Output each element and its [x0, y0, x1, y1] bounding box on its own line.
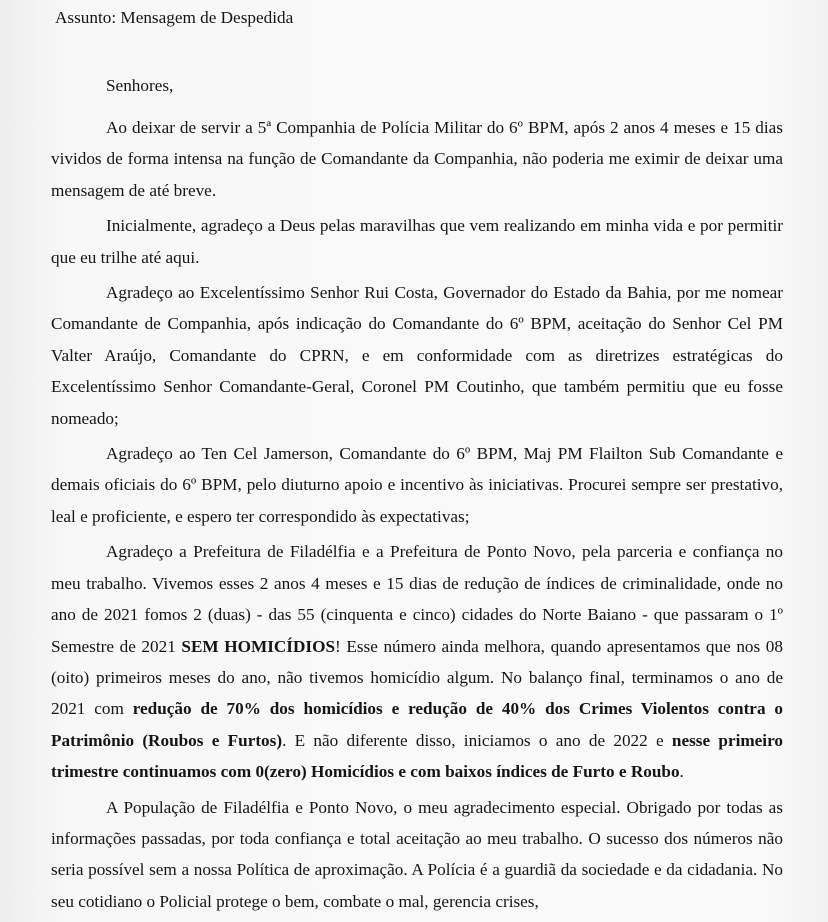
paragraph-farewell: Ao deixar de servir a 5ª Companhia de Polícia Militar do 6º BPM, após 2 anos 4 meses e 15 dias vividos de forma intensa na função de Comandante da Companhia, não poderia me eximir de deixar uma mensagem de até breve. [51, 118, 783, 200]
paragraph-thanks-god: Inicialmente, agradeço a Deus pelas maravilhas que vem realizando em minha vida e por permitir que eu trilhe até aqui. [51, 216, 783, 267]
paragraph-thanks-governor: Agradeço ao Excelentíssimo Senhor Rui Costa, Governador do Estado da Bahia, por me nomear Comandante de Companhia, após indicação do Comandante do 6º BPM, aceitação do Senhor Cel PM Valter Araújo, Comandante do CPRN, e em conformidade com as diretrizes estratégicas do Excelentíssimo Senhor Comandante-Geral, Coronel PM Coutinho, que também permitiu que eu fosse nomeado; [51, 283, 783, 428]
results-text-2: ! Esse número ainda melhora, quando apresentamos que nos 08 (oito) primeiros meses do ano, não tivemos homicídio algum. No balanço final, terminamos o ano de 2021 com [51, 636, 783, 719]
subject-line: Assunto: Mensagem de Despedida [55, 8, 294, 27]
results-bold-first-quarter: nesse primeiro trimestre continuamos com 0(zero) Homicídios e com baixos índices de Furto e Roubo [51, 730, 783, 782]
results-text-1: Agradeço a Prefeitura de Filadélfia e a Prefeitura de Ponto Novo, pela parceria e confiança no meu trabalho. Vivemos esses 2 anos 4 meses e 15 dias de redução de índices de criminalidade, onde no ano de 2021 fomos 2 (duas) - das 55 (cinquenta e cinco) cidades do Norte Baiano - que passaram o 1º Semestre de 2021 [51, 542, 783, 656]
paragraph-thanks-population: A População de Filadélfia e Ponto Novo, o meu agradecimento especial. Obrigado por todas as informações passadas, por toda confiança e total aceitação ao meu trabalho. O sucesso dos números não seria possível sem a nossa Política de aproximação. A Polícia é a guardiã da sociedade e da cidadania. No seu cotidiano o Policial protege o bem, combate o mal, gerencia crises, [51, 797, 783, 911]
results-bold-no-homicides: SEM HOMICÍDIOS [181, 636, 336, 656]
letter-body [51, 112, 783, 921]
paragraph-thanks-battalion: Agradeço ao Ten Cel Jamerson, Comandante do 6º BPM, Maj PM Flailton Sub Comandante e demais oficiais do 6º BPM, pelo diuturno apoio e incentivo às iniciativas. Procurei sempre ser prestativo, leal e proficiente, e espero ter correspondido às expectativas; [51, 444, 783, 526]
salutation: Senhores, [106, 76, 174, 95]
paragraph-results [51, 536, 783, 787]
results-bold-reduction: redução de 70% dos homicídios e redução de 40% dos Crimes Violentos contra o Patrimônio (Roubos e Furtos) [51, 699, 783, 750]
results-text-4: . [679, 762, 684, 782]
results-text-3: . E não diferente disso, iniciamos o ano de 2022 e [282, 730, 672, 750]
